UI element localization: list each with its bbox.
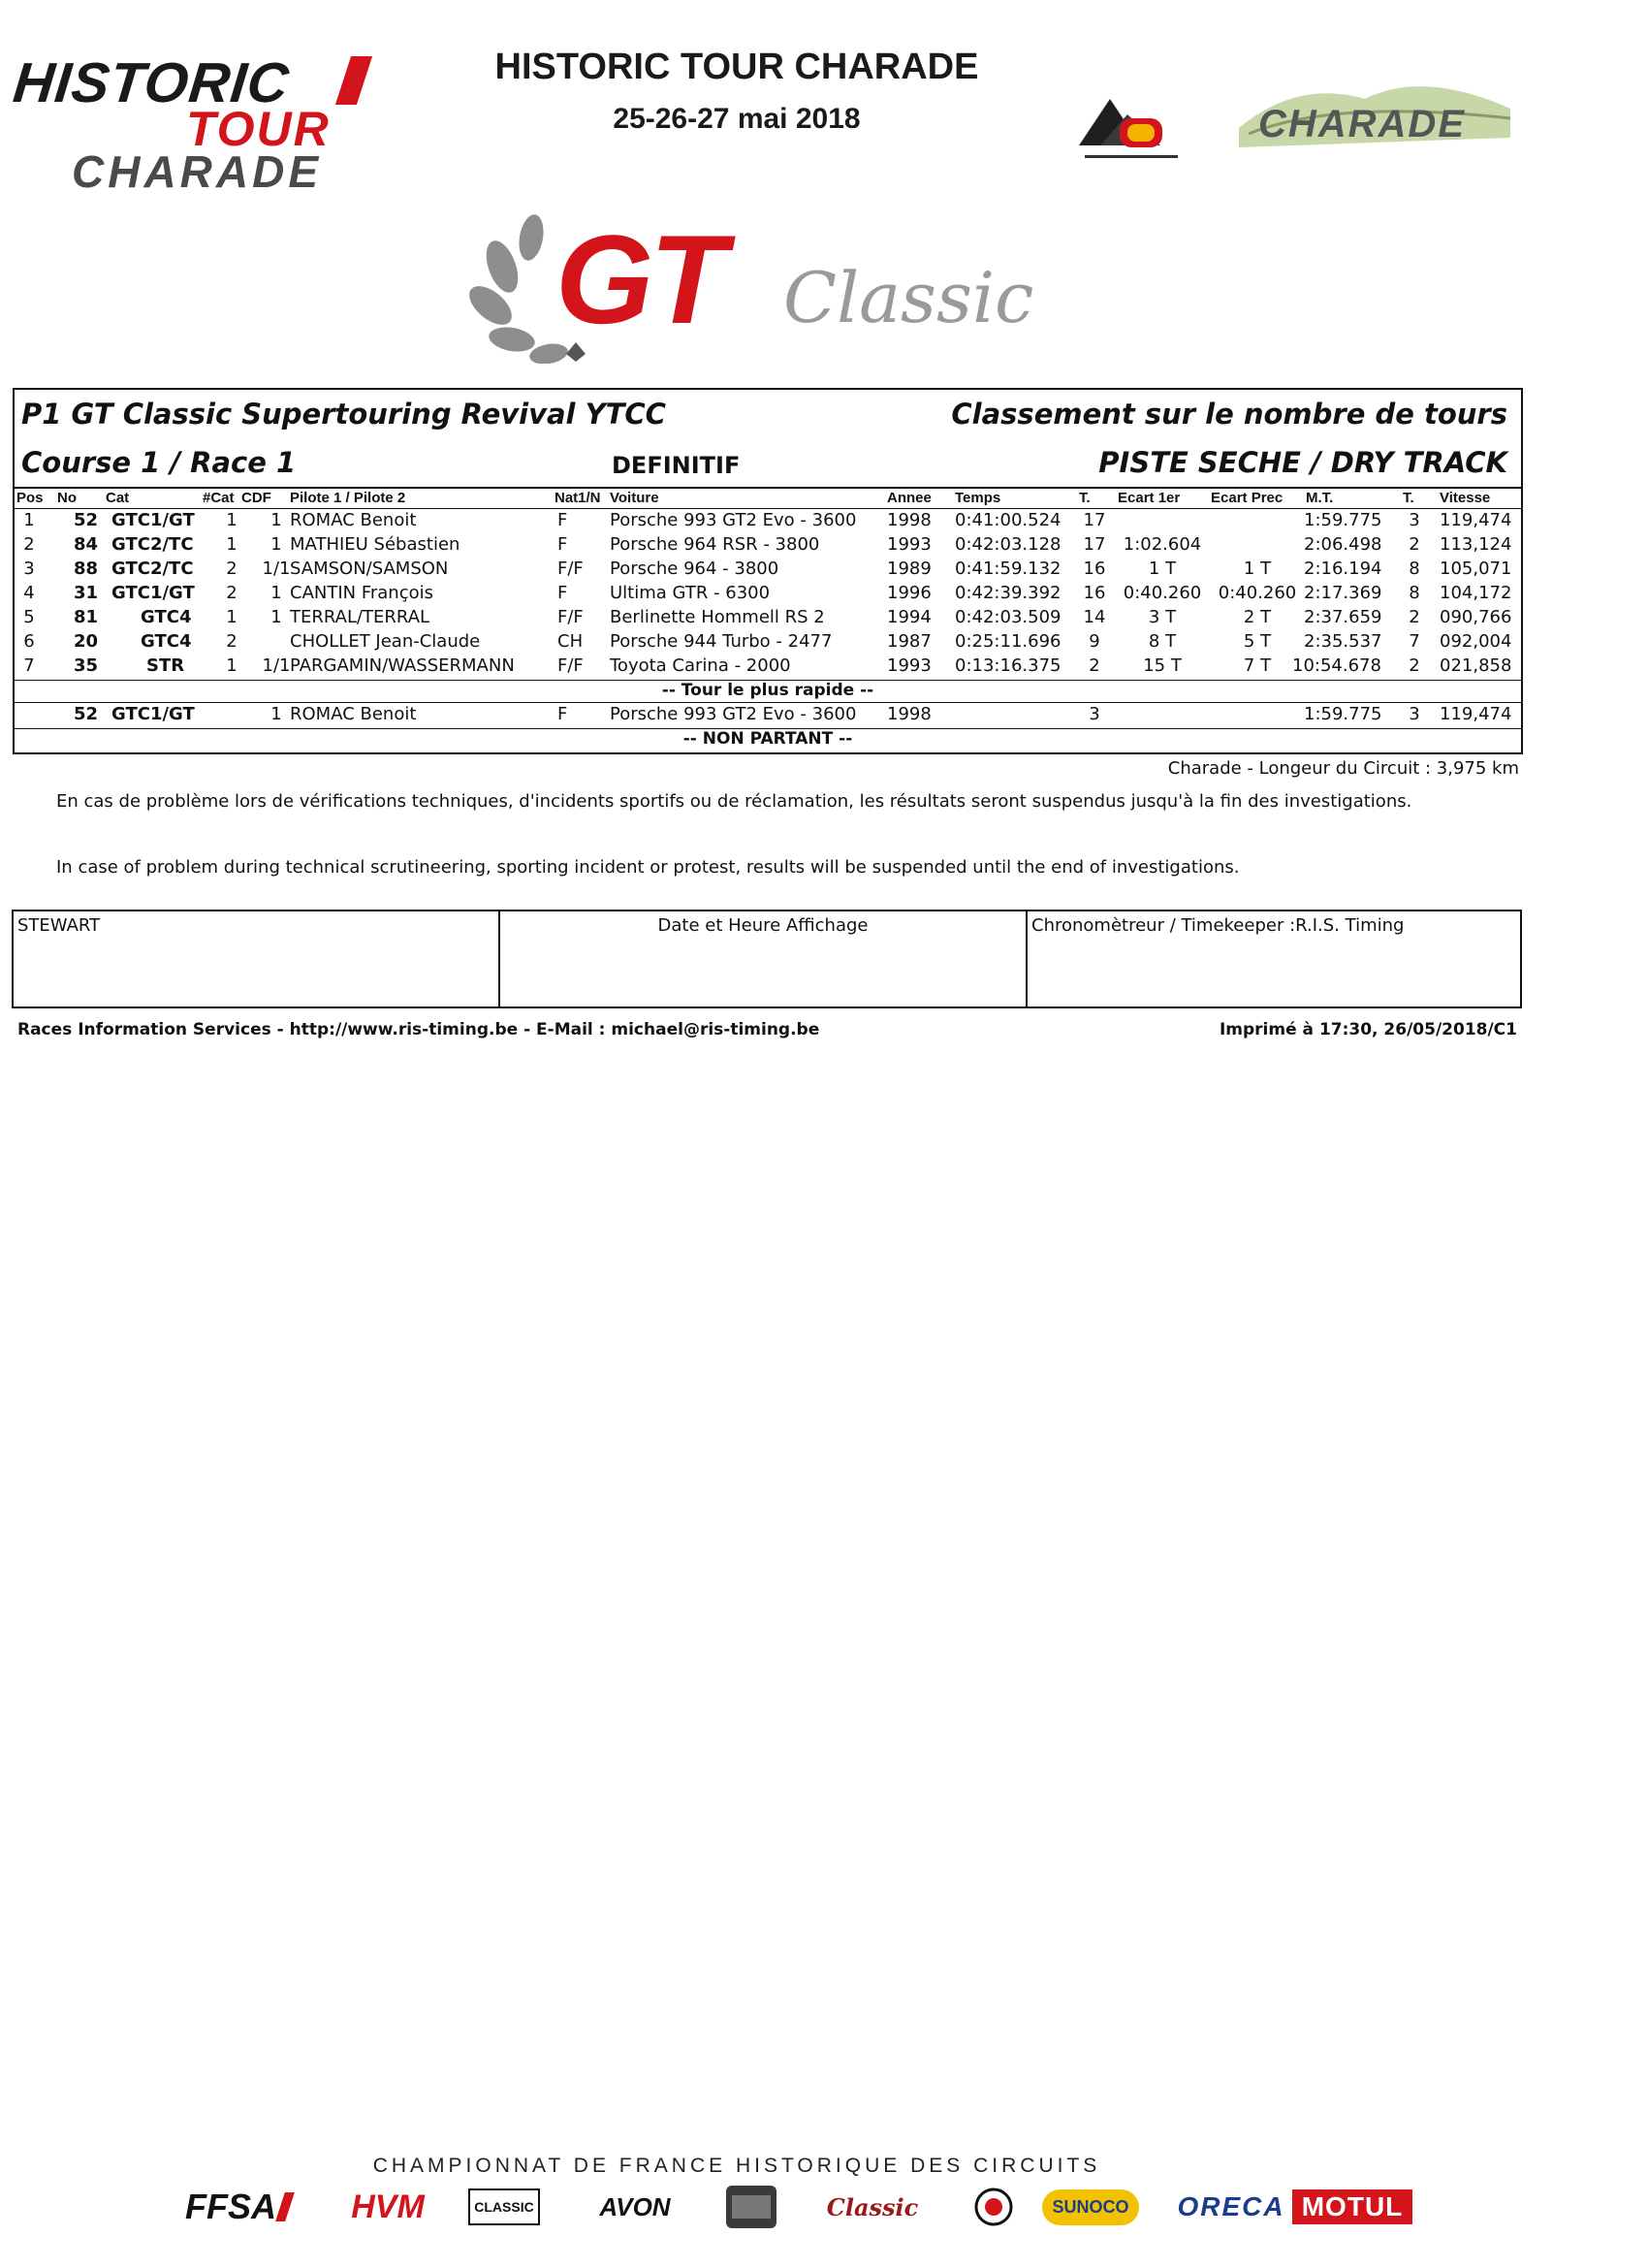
cell-best-lap-no: 8 — [1409, 583, 1420, 603]
classic-script-logo — [805, 2180, 940, 2234]
track-condition: PISTE SECHE / DRY TRACK — [1098, 446, 1507, 479]
results-table — [13, 388, 1523, 754]
cell-cat-pos: 1 — [226, 655, 238, 676]
cell-cat: STR — [146, 655, 185, 676]
table-row — [15, 655, 1521, 680]
cell-car: Porsche 964 RSR - 3800 — [610, 534, 820, 555]
cell-nat: F/F — [557, 655, 584, 676]
cell-gap-prev: 7 T — [1243, 655, 1272, 676]
table-row — [15, 631, 1521, 655]
sunoco-logo — [1037, 2180, 1144, 2234]
vhc-badge-icon — [708, 2180, 795, 2234]
cell-best-lap: 2:17.369 — [1304, 583, 1382, 603]
cell-best-lap-no: 3 — [1409, 510, 1420, 530]
col-drivers: Pilote 1 / Pilote 2 — [290, 490, 406, 506]
cell-nat: F — [557, 704, 568, 724]
cell-nat: CH — [557, 631, 584, 652]
cell-pos: 4 — [23, 583, 35, 603]
table-row — [15, 583, 1521, 607]
cell-cdf: 1 — [270, 704, 282, 724]
cell-cat: GTC2/TC — [111, 534, 194, 555]
cell-gap-prev: 5 T — [1243, 631, 1272, 652]
col-cat: Cat — [106, 490, 130, 506]
cell-best-lap: 10:54.678 — [1292, 655, 1381, 676]
oreca-logo-text: ORECA — [1177, 2191, 1285, 2221]
cell-year: 1993 — [887, 534, 932, 555]
cell-year: 1993 — [887, 655, 932, 676]
cell-car: Toyota Carina - 2000 — [610, 655, 791, 676]
cell-car: Ultima GTR - 6300 — [610, 583, 771, 603]
cell-best-lap: 2:16.194 — [1304, 559, 1382, 579]
fastest-lap-label: -- Tour le plus rapide -- — [661, 681, 874, 700]
cell-laps: 16 — [1083, 559, 1106, 579]
timekeeper-cell — [1028, 911, 1520, 1006]
cell-best-lap: 2:35.537 — [1304, 631, 1382, 652]
cell-drivers: ROMAC Benoit — [290, 704, 417, 724]
cell-pos: 6 — [23, 631, 35, 652]
motul-logo — [1289, 2180, 1415, 2234]
cell-best-lap-no: 2 — [1409, 534, 1420, 555]
cell-gap-first: 1 T — [1148, 559, 1177, 579]
cell-best-lap: 2:37.659 — [1304, 607, 1382, 627]
cell-speed: 021,858 — [1440, 655, 1512, 676]
cell-pos: 2 — [23, 534, 35, 555]
cell-cat: GTC4 — [141, 631, 192, 652]
table-header — [15, 490, 1521, 509]
cell-year: 1996 — [887, 583, 932, 603]
cell-pos: 5 — [23, 607, 35, 627]
cell-cat-pos: 1 — [226, 534, 238, 555]
col-year: Annee — [887, 490, 932, 506]
cell-speed: 092,004 — [1440, 631, 1512, 652]
cell-gap-first: 0:40.260 — [1123, 583, 1202, 603]
col-best-lap: M.T. — [1306, 490, 1334, 506]
table-row — [15, 559, 1521, 583]
cell-gap-prev: 2 T — [1243, 607, 1272, 627]
cell-speed: 119,474 — [1440, 704, 1512, 724]
race-subtitle: Course 1 / Race 1 — [21, 446, 297, 479]
table-row — [15, 534, 1521, 559]
cell-cdf: 1 — [270, 510, 282, 530]
cell-best-lap: 1:59.775 — [1304, 704, 1382, 724]
cell-best-lap-no: 7 — [1409, 631, 1420, 652]
cell-drivers: ROMAC Benoit — [290, 510, 417, 530]
gt-logo-letters: GT — [555, 208, 723, 350]
cell-gap-prev: 1 T — [1243, 559, 1272, 579]
cell-year: 1994 — [887, 607, 932, 627]
cell-laps: 3 — [1089, 704, 1100, 724]
cell-speed: 104,172 — [1440, 583, 1512, 603]
cell-year: 1998 — [887, 510, 932, 530]
sponsor-bar — [165, 2180, 1425, 2238]
cell-cdf: 1/1 — [262, 655, 291, 676]
event-dates: 25-26-27 mai 2018 — [613, 103, 861, 135]
non-starters-label: -- NON PARTANT -- — [682, 729, 853, 749]
footer-credits: Races Information Services - http://www.ris-timing.be - E-Mail : michael@ris-timing.be — [17, 1020, 820, 1039]
col-pos: Pos — [16, 490, 44, 506]
hvm-logo-text: HVM — [351, 2188, 425, 2225]
cell-year: 1989 — [887, 559, 932, 579]
cell-time: 0:42:39.392 — [955, 583, 1062, 603]
cell-no: 52 — [73, 510, 98, 530]
cell-speed: 113,124 — [1440, 534, 1512, 555]
historic-tour-charade-logo — [10, 50, 392, 197]
cell-car: Porsche 944 Turbo - 2477 — [610, 631, 833, 652]
cell-speed: 105,071 — [1440, 559, 1512, 579]
cell-no: 84 — [73, 534, 98, 555]
cell-nat: F — [557, 583, 568, 603]
cell-year: 1987 — [887, 631, 932, 652]
cell-cat: GTC1/GT — [111, 510, 195, 530]
footer-printed: Imprimé à 17:30, 26/05/2018/C1 — [1219, 1020, 1517, 1039]
hvm-racing-logo — [330, 2180, 446, 2234]
cell-nat: F — [557, 534, 568, 555]
col-time: Temps — [955, 490, 1001, 506]
cell-drivers: PARGAMIN/WASSERMANN — [290, 655, 515, 676]
cell-drivers: SAMSON/SAMSON — [290, 559, 449, 579]
avon-logo-text: AVON — [599, 2191, 671, 2221]
cell-speed: 119,474 — [1440, 510, 1512, 530]
ffsa-logo — [165, 2180, 310, 2234]
cell-cat-pos: 2 — [226, 559, 238, 579]
cell-time: 0:41:00.524 — [955, 510, 1062, 530]
cell-time: 0:13:16.375 — [955, 655, 1062, 676]
cell-laps: 17 — [1083, 534, 1106, 555]
cell-best-lap-no: 3 — [1409, 704, 1420, 724]
cell-laps: 16 — [1083, 583, 1106, 603]
cell-best-lap-no: 2 — [1409, 607, 1420, 627]
circuit-length: Charade - Longeur du Circuit : 3,975 km — [1167, 758, 1519, 779]
cell-laps: 2 — [1089, 655, 1100, 676]
cell-no: 88 — [73, 559, 98, 579]
col-no: No — [57, 490, 77, 506]
col-cdf: CDF — [241, 490, 271, 506]
cell-year: 1998 — [887, 704, 932, 724]
cell-gap-first: 15 T — [1143, 655, 1182, 676]
cell-cdf: 1 — [270, 534, 282, 555]
page-title: HISTORIC TOUR CHARADE — [494, 47, 979, 87]
cell-drivers: CANTIN François — [290, 583, 434, 603]
cell-no: 31 — [73, 583, 98, 603]
cell-cat: GTC1/GT — [111, 704, 195, 724]
cell-cdf: 1 — [270, 607, 282, 627]
cell-laps: 9 — [1089, 631, 1100, 652]
timekeeper-label: Chronomètreur / Timekeeper :R.I.S. Timing — [1031, 915, 1405, 936]
cell-time: 0:42:03.128 — [955, 534, 1062, 555]
classic-script-text: Classic — [826, 2192, 919, 2221]
cell-cat: GTC4 — [141, 607, 192, 627]
cell-time: 0:42:03.509 — [955, 607, 1062, 627]
table-row — [15, 607, 1521, 631]
col-cat-pos: #Cat — [203, 490, 235, 506]
logo-line-charade: CHARADE — [72, 146, 322, 197]
signature-box — [12, 910, 1522, 1008]
oreca-logo — [1154, 2180, 1309, 2234]
col-speed: Vitesse — [1440, 490, 1491, 506]
cell-gap-first: 8 T — [1148, 631, 1177, 652]
col-gap-first: Ecart 1er — [1118, 490, 1181, 506]
cell-cat: GTC1/GT — [111, 583, 195, 603]
stewart-label: STEWART — [17, 915, 101, 936]
cell-car: Porsche 993 GT2 Evo - 3600 — [610, 704, 857, 724]
cell-no: 20 — [73, 631, 98, 652]
sunoco-logo-text: SUNOCO — [1042, 2189, 1138, 2225]
cell-drivers: TERRAL/TERRAL — [290, 607, 430, 627]
logo-line-tour: TOUR — [186, 102, 331, 156]
ffsa-red-slash — [275, 2192, 295, 2221]
col-car: Voiture — [610, 490, 659, 506]
cell-best-lap-no: 8 — [1409, 559, 1420, 579]
cell-laps: 17 — [1083, 510, 1106, 530]
col-best-lap-no: T. — [1403, 490, 1414, 506]
cell-best-lap: 1:59.775 — [1304, 510, 1382, 530]
col-nat: Nat1/N — [555, 490, 601, 506]
notice-french: En cas de problème lors de vérifications techniques, d'incidents sportifs ou de réclamation, les résultats seront suspendus jusqu'à la fin des investigations. — [56, 791, 1412, 812]
charade-logo-text: CHARADE — [1258, 103, 1466, 145]
col-laps: T. — [1079, 490, 1091, 506]
cell-drivers: CHOLLET Jean-Claude — [290, 631, 481, 652]
cell-car: Berlinette Hommell RS 2 — [610, 607, 825, 627]
fastest-lap-row — [15, 704, 1521, 728]
table-row — [15, 510, 1521, 534]
cell-cat-pos: 2 — [226, 583, 238, 603]
cell-no: 81 — [73, 607, 98, 627]
classification-type: Classement sur le nombre de tours — [951, 398, 1507, 431]
cell-time: 0:41:59.132 — [955, 559, 1062, 579]
cell-nat: F/F — [557, 559, 584, 579]
cell-pos: 7 — [23, 655, 35, 676]
cell-gap-prev: 0:40.260 — [1218, 583, 1297, 603]
cell-nat: F — [557, 510, 568, 530]
cell-laps: 14 — [1083, 607, 1106, 627]
notice-english: In case of problem during technical scrutineering, sporting incident or protest, results will be suspended until the end of investigations. — [56, 857, 1240, 878]
logo-red-slash — [335, 56, 372, 105]
gt-classic-logo — [463, 199, 1084, 364]
cell-no: 52 — [73, 704, 98, 724]
cell-pos: 3 — [23, 559, 35, 579]
cell-time: 0:25:11.696 — [955, 631, 1062, 652]
logo-line-historic: HISTORIC — [10, 51, 293, 114]
cell-cdf: 1/1 — [262, 559, 291, 579]
avon-tyres-logo — [572, 2180, 698, 2234]
results-status: DEFINITIF — [612, 452, 741, 479]
cell-cat-pos: 1 — [226, 607, 238, 627]
cell-cdf: 1 — [270, 583, 282, 603]
cell-gap-first: 3 T — [1148, 607, 1177, 627]
cell-best-lap: 2:06.498 — [1304, 534, 1382, 555]
asa-auvergne-logo — [1071, 85, 1188, 173]
cell-drivers: MATHIEU Sébastien — [290, 534, 460, 555]
cell-car: Porsche 993 GT2 Evo - 3600 — [610, 510, 857, 530]
circuit-charade-logo — [1220, 70, 1530, 176]
cell-no: 35 — [73, 655, 98, 676]
gt-logo-script: Classic — [783, 257, 1034, 338]
cell-gap-first: 1:02.604 — [1123, 534, 1202, 555]
cell-cat: GTC2/TC — [111, 559, 194, 579]
divider — [15, 702, 1521, 703]
stewart-cell — [14, 911, 500, 1006]
ffsa-logo-text: FFSA — [185, 2187, 276, 2226]
col-gap-prev: Ecart Prec — [1211, 490, 1284, 506]
cell-best-lap-no: 2 — [1409, 655, 1420, 676]
cell-nat: F/F — [557, 607, 584, 627]
divider — [15, 487, 1521, 489]
classic-magazine-text: CLASSIC — [468, 2188, 539, 2225]
cell-speed: 090,766 — [1440, 607, 1512, 627]
classic-magazine-logo — [456, 2180, 553, 2234]
cell-cat-pos: 1 — [226, 510, 238, 530]
posting-cell — [500, 911, 1028, 1006]
cell-car: Porsche 964 - 3800 — [610, 559, 779, 579]
motul-logo-text: MOTUL — [1292, 2189, 1413, 2224]
championship-title: CHAMPIONNAT DE FRANCE HISTORIQUE DES CIRCUITS — [372, 2155, 1101, 2177]
race-title: P1 GT Classic Supertouring Revival YTCC — [21, 398, 666, 431]
cell-cat-pos: 2 — [226, 631, 238, 652]
cell-pos: 1 — [23, 510, 35, 530]
divider — [15, 508, 1521, 509]
round-emblem-icon — [955, 2180, 1032, 2234]
posting-label: Date et Heure Affichage — [657, 915, 869, 936]
